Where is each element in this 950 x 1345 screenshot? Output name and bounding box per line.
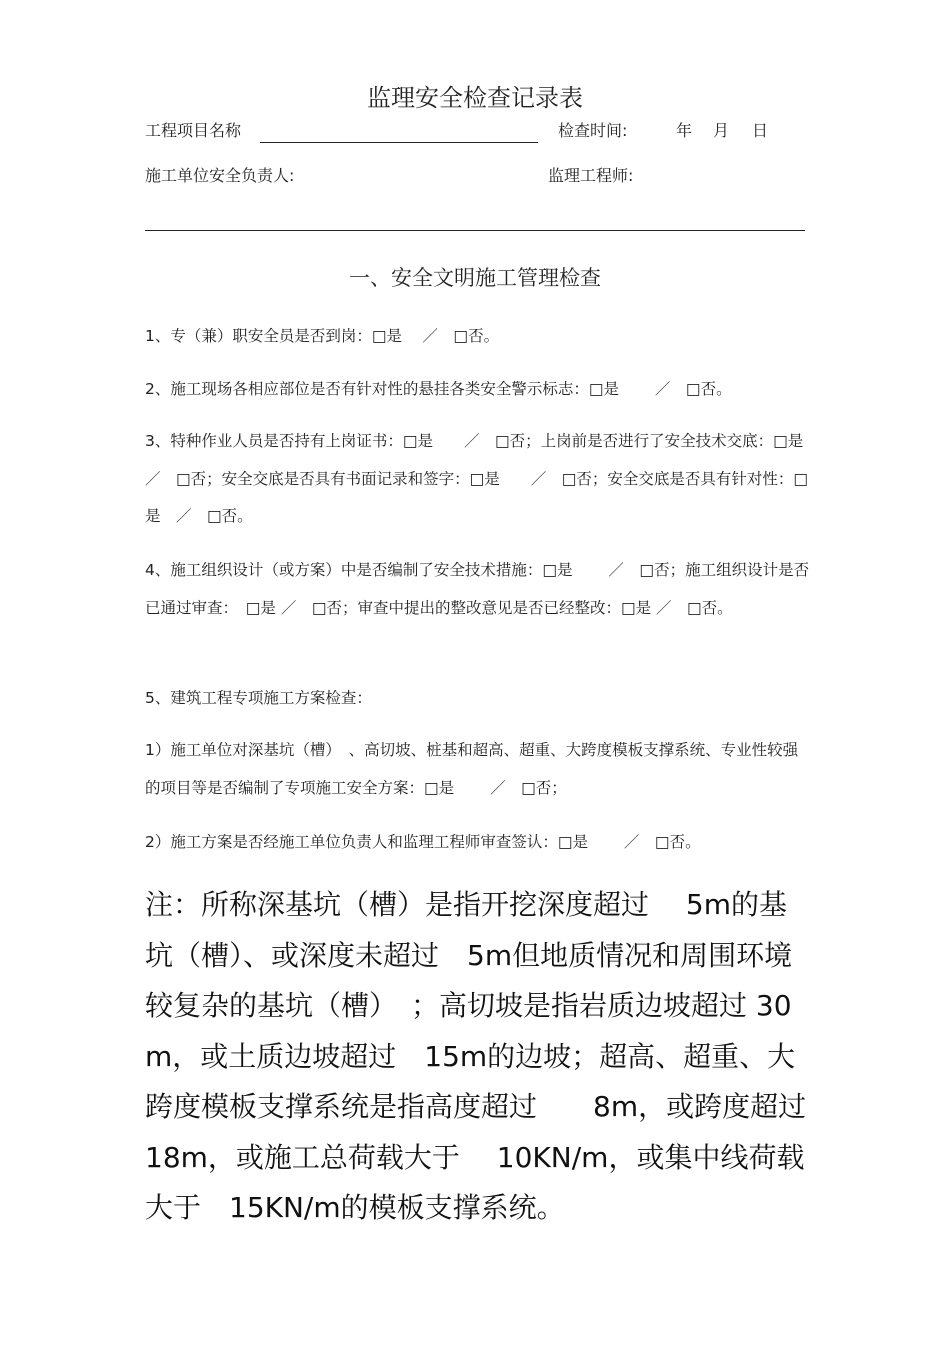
month-label: 月 [713, 121, 730, 140]
check-item-5-2: 2）施工方案是否经施工单位负责人和监理工程师审查签认：□是 ／ □否。 [145, 833, 701, 851]
section-title: 一、安全文明施工管理检查 [349, 266, 601, 290]
check-time-label: 检查时间: [558, 121, 628, 140]
note-paragraph: 注：所称深基坑（槽）是指开挖深度超过 5m的基坑（槽）、或深度未超过 5m但地质情况和周围环境较复杂的基坑（槽） ；高切坡是指岩质边坡超过 30m，或土质边坡超过 15m的边坡；超高、超重、大跨度模板支撑系统是指高度超过 8m，或跨度超过 18m，或施工总荷载大于 10KN/m，或集中线荷载大于 15KN/m的模板支撑系统。 [145, 888, 835, 1224]
check-item-4: 4、施工组织设计（或方案）中是否编制了安全技术措施：□是 ／ □否；施工组织设计是否已通过审查： □是 ／ □否；审查中提出的整改意见是否已经整改：□是 ／ □否。 [145, 561, 810, 617]
day-label: 日 [752, 121, 769, 140]
check-item-1: 1、专（兼）职安全员是否到岗：□是 ／ □否。 [145, 327, 500, 345]
supervisor-label: 监理工程师: [548, 166, 634, 185]
project-name-underline [260, 142, 538, 143]
project-name-label: 工程项目名称 [145, 121, 242, 140]
header-divider [145, 230, 805, 231]
year-label: 年 [676, 121, 693, 140]
check-item-5: 5、建筑工程专项施工方案检查： [145, 689, 372, 707]
safety-officer-label: 施工单位安全负责人: [145, 166, 295, 185]
check-item-2: 2、施工现场各相应部位是否有针对性的悬挂各类安全警示标志：□是 ／ □否。 [145, 380, 732, 398]
document-title: 监理安全检查记录表 [367, 84, 583, 112]
check-item-3: 3、特种作业人员是否持有上岗证书：□是 ／ □否；上岗前是否进行了安全技术交底：□是 ／ □否；安全交底是否具有书面记录和签字：□是 ／ □否；安全交底是否具有针对性：□是 ／ □否。 [145, 432, 819, 525]
check-item-5-1: 1）施工单位对深基坑（槽） 、高切坡、桩基和超高、超重、大跨度模板支撑系统、专业性较强的项目等是否编制了专项施工安全方案：□是 ／ □否； [145, 741, 799, 797]
